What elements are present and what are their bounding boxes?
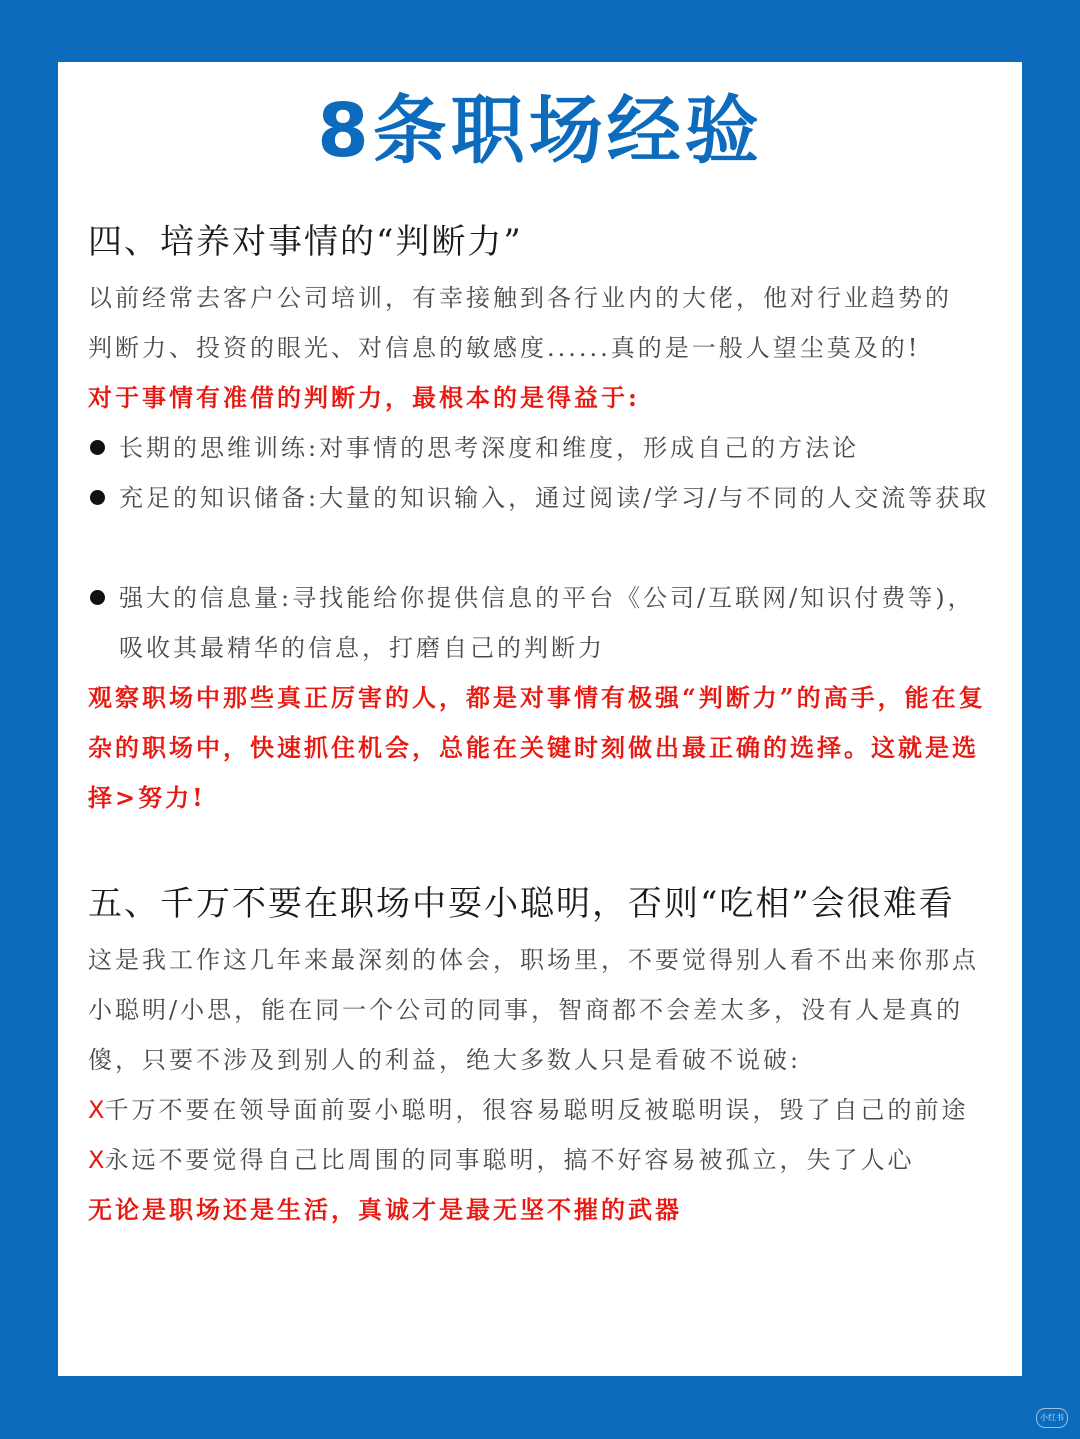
bullet-dot-icon (90, 590, 105, 605)
section5-intro: 这是我工作这几年来最深刻的体会，职场里，不要觉得别人看不出来你那点小聪明/小思，能在同一个公司的同事，智商都不会差太多，没有人是真的傻，只要不涉及到别人的利益，绝大多数人只是看破不说破: (88, 946, 979, 1074)
list-item (88, 573, 998, 673)
section4-intro-line2: 判断力、投资的眼光、对信息的敏感度......真的是一般人望尘莫及的! (88, 334, 921, 362)
list-item-text: 充足的知识储备:大量的知识输入，通过阅读/学习/与不同的人交流等获取 (119, 484, 990, 512)
list-item (88, 1135, 998, 1185)
section4-intro-line1: 以前经常去客户公司培训，有幸接触到各行业内的大佬，他对行业趋势的 (88, 284, 952, 312)
page-title: 8条职场经验 (317, 88, 763, 174)
list-item (88, 473, 998, 523)
list-item (88, 423, 998, 473)
watermark-logo: 小红书 (1036, 1408, 1068, 1428)
list-item-text: 强大的信息量:寻找能给你提供信息的平台《公司/互联网/知识付费等)，吸收其最精华的信息，打磨自己的判断力 (119, 584, 975, 662)
section4-highlight: 对于事情有准借的判断力，最根本的是得益于: (88, 383, 640, 412)
bullet-dot-icon (90, 440, 105, 455)
x-mark-icon: X (88, 1146, 105, 1174)
list-item-text: 千万不要在领导面前耍小聪明，很容易聪明反被聪明误，毁了自己的前途 (104, 1096, 969, 1124)
section4-conclusion: 观察职场中那些真正厉害的人，都是对事情有极强“判断力”的高手，能在复杂的职场中，快速抓住机会，总能在关键时刻做出最正确的选择。这就是选择>努力! (88, 683, 986, 812)
section5-heading: 五、千万不要在职场中耍小聪明，否则“吃相”会很难看 (88, 884, 955, 924)
section4-heading: 四、培养对事情的“判断力” (88, 222, 523, 262)
x-mark-icon: X (88, 1096, 105, 1124)
section5-conclusion: 无论是职场还是生活，真诚才是最无坚不摧的武器 (88, 1195, 682, 1224)
list-item-text: 长期的思维训练:对事情的思考深度和维度，形成自己的方法论 (119, 434, 860, 462)
list-item (88, 1085, 998, 1135)
bullet-dot-icon (90, 490, 105, 505)
list-item-text: 永远不要觉得自己比周围的同事聪明，搞不好容易被孤立，失了人心 (104, 1146, 915, 1174)
